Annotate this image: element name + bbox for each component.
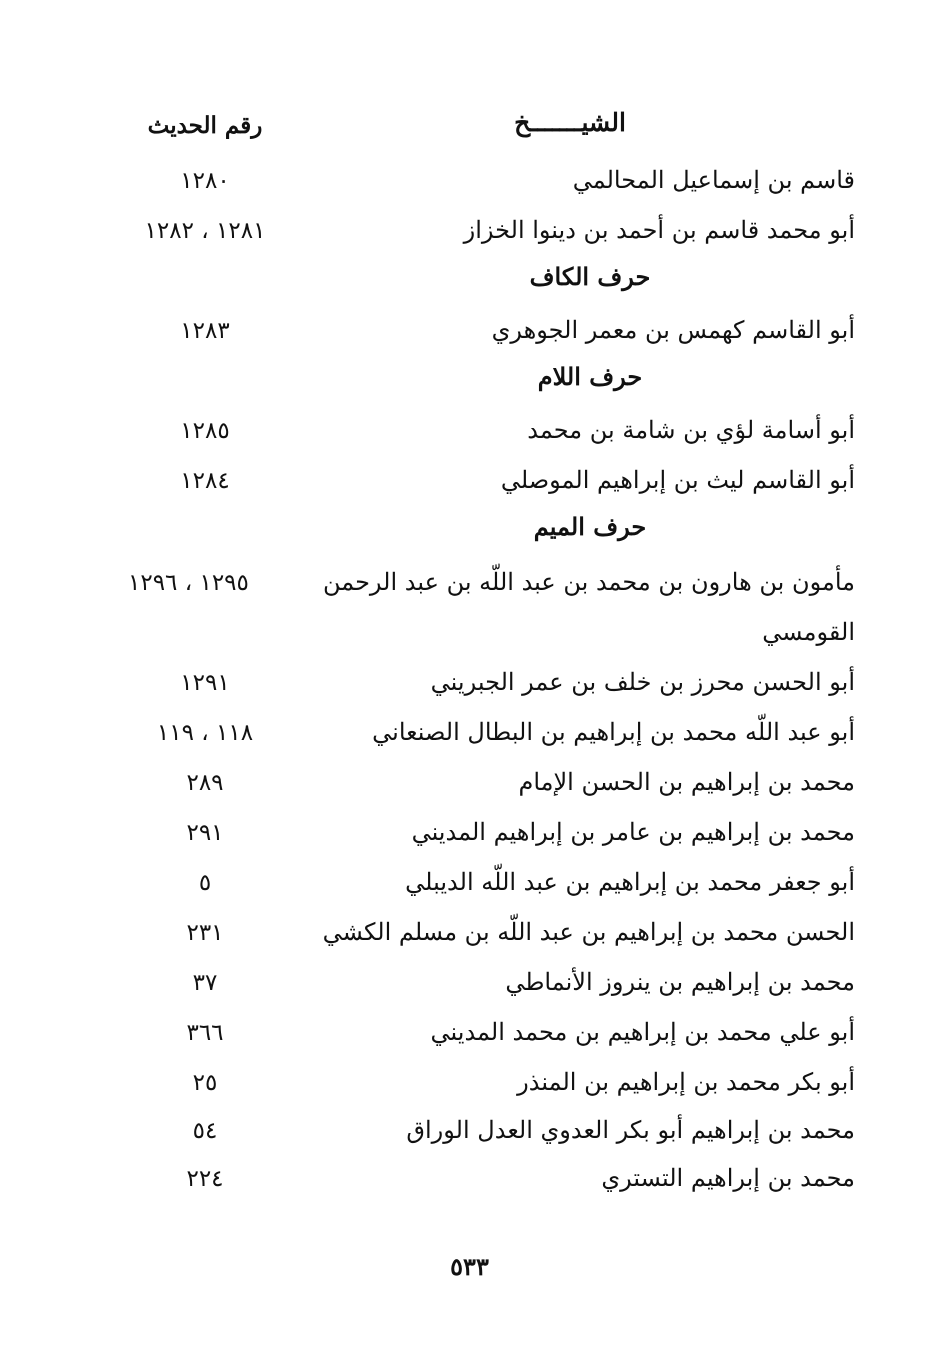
entry-name: أبو علي محمد بن إبراهيم بن محمد المديني	[430, 1018, 855, 1046]
entry-hadith-numbers: ٥٤	[192, 1118, 218, 1144]
entry-hadith-numbers: ١١٨ ، ١١٩	[156, 720, 254, 746]
index-entry	[0, 208, 939, 258]
entry-hadith-numbers: ١٢٨٠	[180, 168, 230, 194]
section-heading-kaf: حرف الكاف	[529, 262, 651, 291]
entry-name: أبو بكر محمد بن إبراهيم بن المنذر	[517, 1068, 855, 1096]
index-entry	[0, 660, 939, 710]
entry-hadith-numbers: ١٢٨٥	[180, 418, 230, 444]
entry-hadith-numbers: ١٢٨٤	[180, 468, 230, 494]
index-entry	[0, 760, 939, 810]
entry-name: محمد بن إبراهيم بن الحسن الإمام	[518, 768, 855, 796]
index-entry	[0, 810, 939, 860]
entry-name: قاسم بن إسماعيل المحالمي	[572, 166, 855, 194]
column-header-hadith-number: رقم الحديث	[147, 112, 263, 139]
index-entry	[0, 158, 939, 208]
entry-hadith-numbers: ٢٢٤	[186, 1166, 224, 1192]
entry-hadith-numbers: ١٢٩١	[180, 670, 230, 696]
entry-hadith-numbers: ١٢٨٣	[180, 318, 230, 344]
index-entry	[0, 710, 939, 760]
entry-name: أبو جعفر محمد بن إبراهيم بن عبد اللّه الديبلي	[405, 868, 855, 896]
entry-hadith-numbers: ٢٩١	[186, 820, 224, 846]
index-entry	[0, 408, 939, 458]
section-heading-lam: حرف اللام	[537, 362, 643, 391]
entry-name: أبو الحسن محرز بن خلف بن عمر الجبريني	[430, 668, 855, 696]
index-entry	[0, 1060, 939, 1110]
entry-hadith-numbers: ١٢٨١ ، ١٢٨٢	[144, 218, 266, 244]
entry-name: محمد بن إبراهيم التستري	[601, 1164, 855, 1192]
entry-name: أبو محمد قاسم بن أحمد بن دينوا الخزاز	[463, 216, 855, 244]
entry-name: أبو القاسم كهمس بن معمر الجوهري	[491, 316, 855, 344]
entry-hadith-numbers: ٢٥	[192, 1070, 218, 1096]
entry-name: أبو أسامة لؤي بن شامة بن محمد	[527, 416, 855, 444]
entry-name: القومسي	[762, 618, 855, 646]
entry-hadith-numbers: ١٢٩٥ ، ١٢٩٦	[128, 570, 249, 596]
entry-hadith-numbers: ٣٧	[192, 970, 218, 996]
entry-name: مأمون بن هارون بن محمد بن عبد اللّه بن عبد الرحمن	[322, 568, 855, 596]
index-entry	[0, 960, 939, 1010]
column-header-shaykh: الشيـــــــخ	[514, 108, 626, 137]
index-entry	[0, 560, 939, 610]
entry-name: محمد بن إبراهيم بن عامر بن إبراهيم المديني	[411, 818, 855, 846]
entry-name: محمد بن إبراهيم بن ينروز الأنماطي	[505, 968, 855, 996]
entry-hadith-numbers: ٢٣١	[186, 920, 224, 946]
entry-name: أبو عبد اللّه محمد بن إبراهيم بن البطال الصنعاني	[372, 718, 855, 746]
section-heading-mim: حرف الميم	[533, 512, 647, 541]
entry-hadith-numbers: ٢٨٩	[186, 770, 224, 796]
index-entry	[0, 308, 939, 358]
index-entry	[0, 1010, 939, 1060]
index-entry	[0, 910, 939, 960]
entry-name: الحسن محمد بن إبراهيم بن عبد اللّه بن مسلم الكشي	[322, 918, 855, 946]
entry-name: أبو القاسم ليث بن إبراهيم الموصلي	[500, 466, 855, 494]
entry-hadith-numbers: ٣٦٦	[186, 1020, 224, 1046]
index-entry	[0, 1156, 939, 1206]
page-number: ٥٣٣	[450, 1252, 489, 1281]
index-entry-continuation	[0, 610, 939, 660]
entry-name: محمد بن إبراهيم أبو بكر العدوي العدل الوراق	[406, 1116, 855, 1144]
index-entry	[0, 458, 939, 508]
entry-hadith-numbers: ٥	[198, 870, 212, 896]
index-entry	[0, 1108, 939, 1158]
index-entry	[0, 860, 939, 910]
